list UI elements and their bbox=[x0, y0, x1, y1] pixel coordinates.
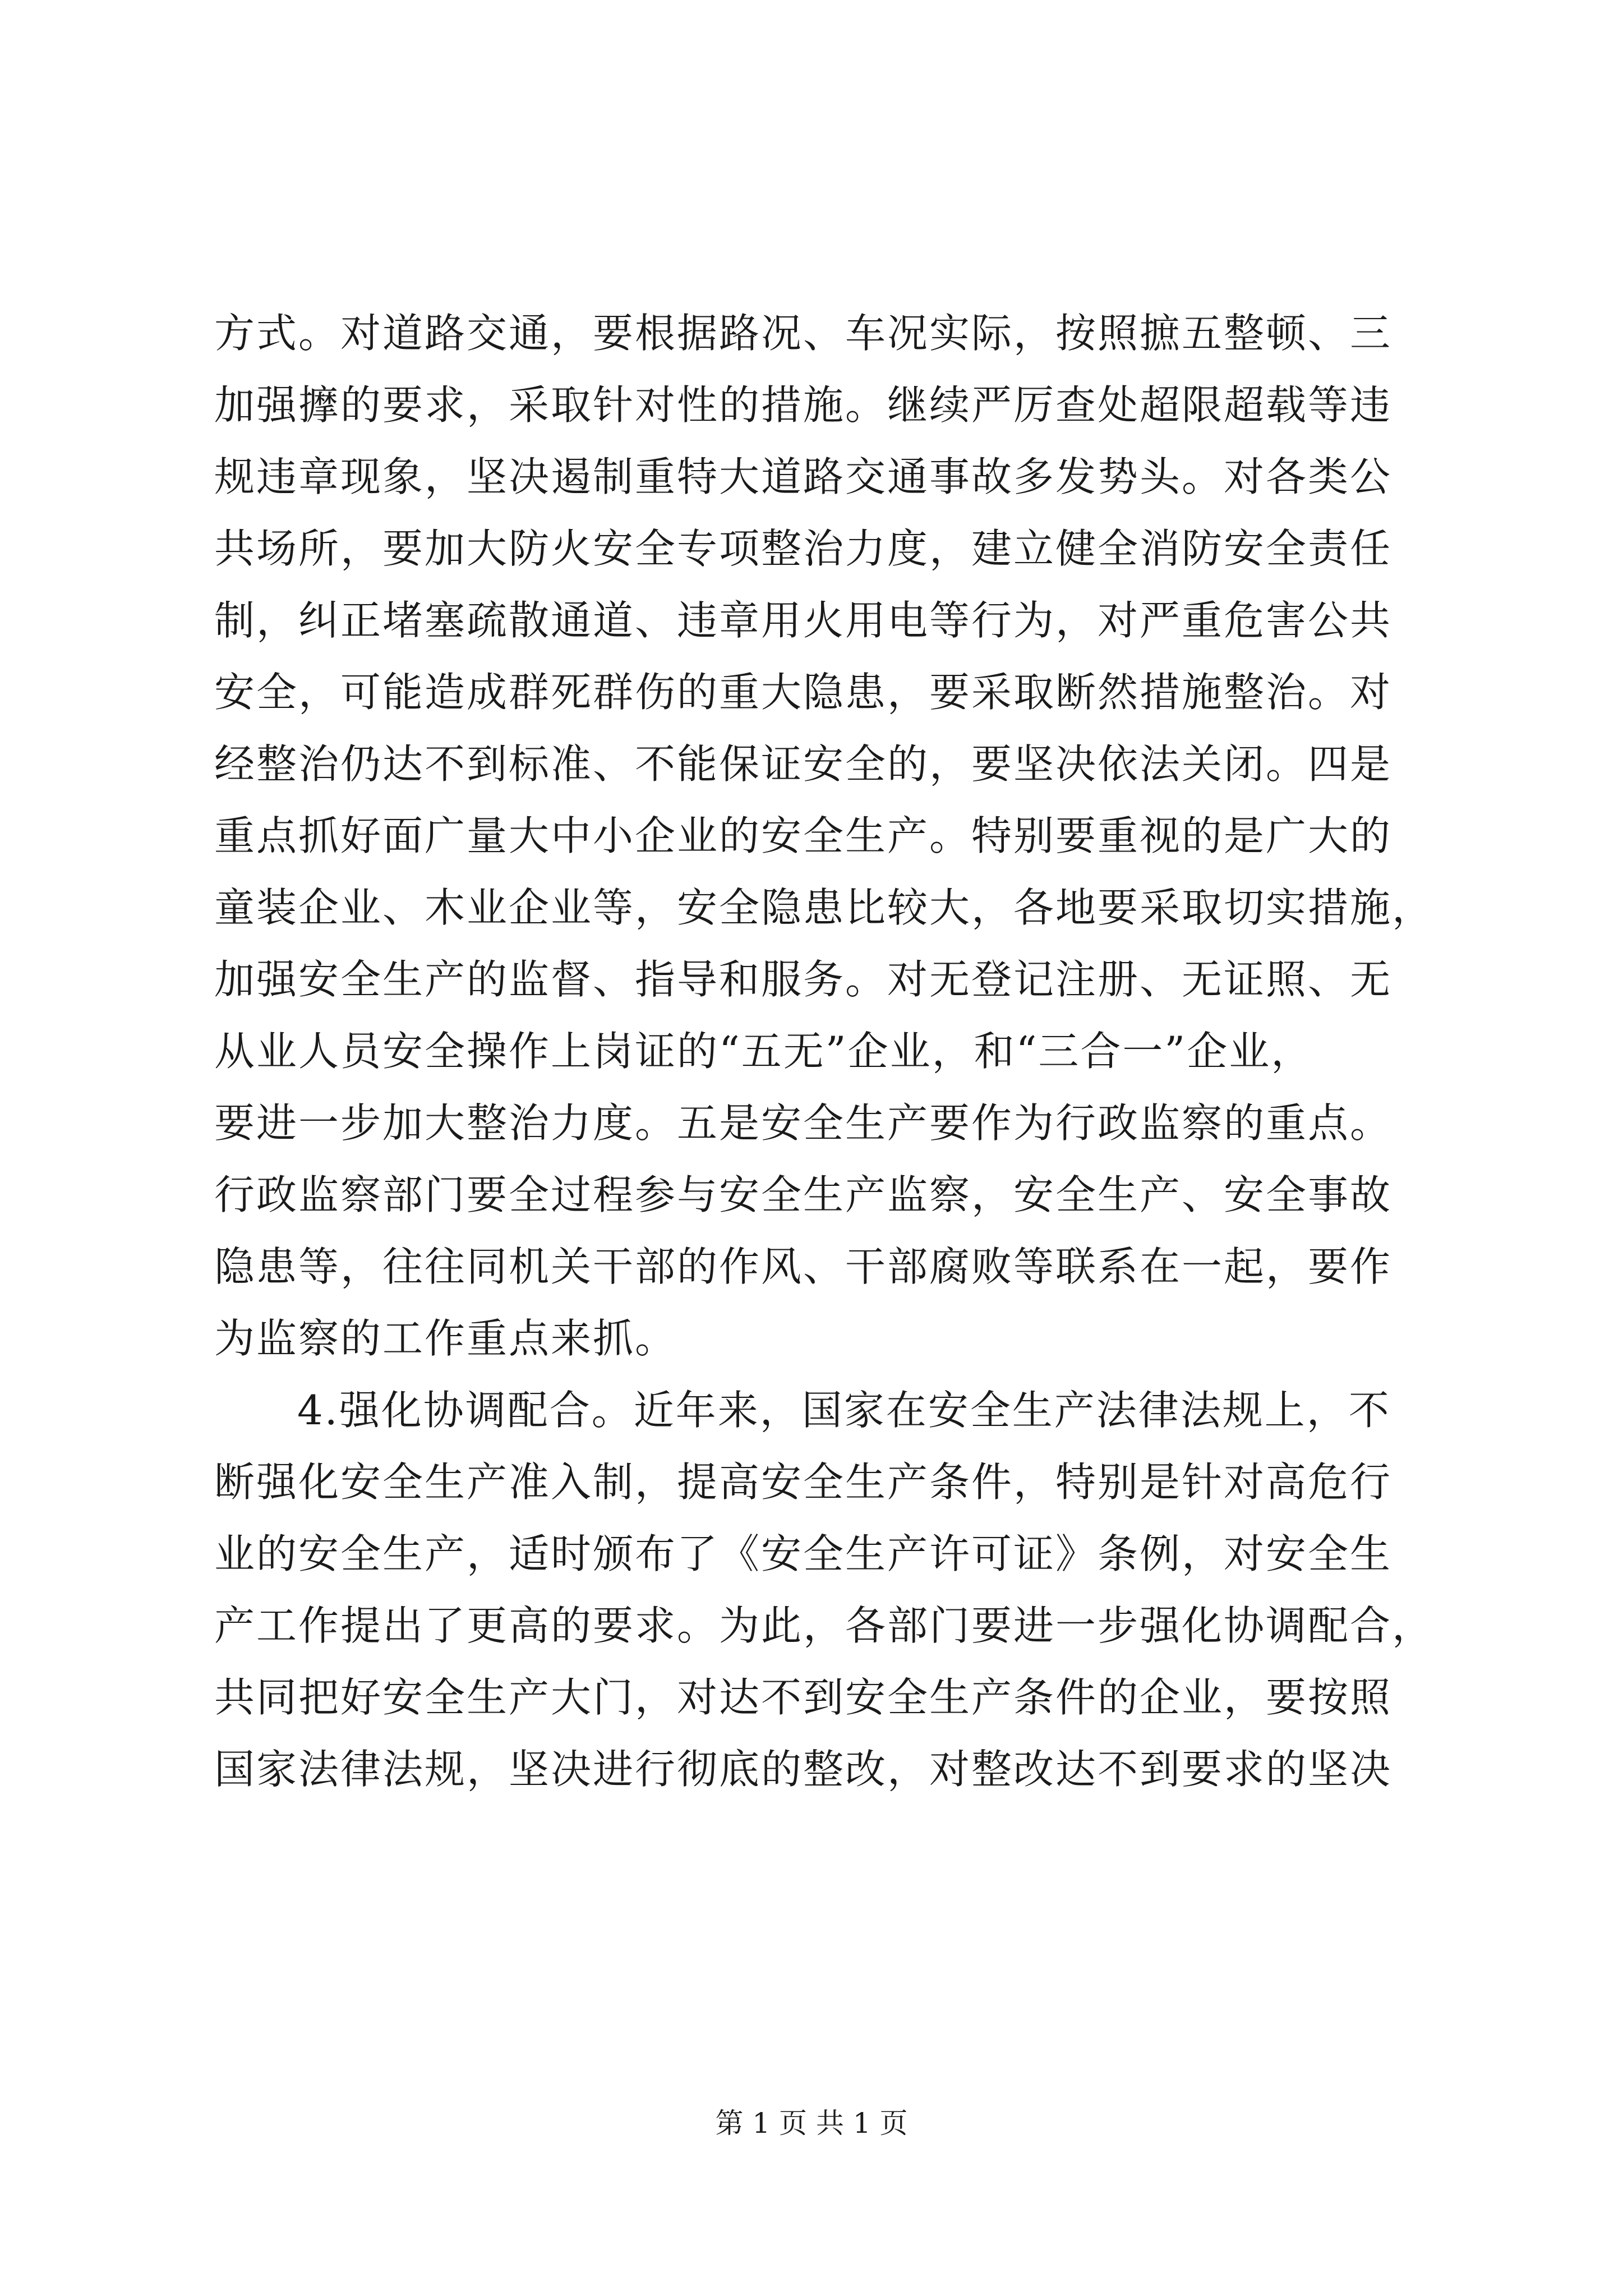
text-line: 国家法律法规，坚决进行彻底的整改，对整改达不到要求的坚决 bbox=[214, 1746, 1393, 1793]
text-line: 从业人员安全操作上岗证的“五无”企业，和“三合一”企业， bbox=[214, 1028, 1313, 1075]
text-line: 制，纠正堵塞疏散通道、违章用火用电等行为，对严重危害公共 bbox=[214, 597, 1393, 644]
text-line: 方式。对道路交通，要根据路况、车况实际，按照摭五整顿、三 bbox=[214, 310, 1393, 357]
text-line: 安全，可能造成群死群伤的重大隐患，要采取断然措施整治。对 bbox=[214, 669, 1393, 716]
text-line: 重点抓好面广量大中小企业的安全生产。特别要重视的是广大的 bbox=[214, 812, 1393, 859]
text-line: 业的安全生产，适时颁布了《安全生产许可证》条例，对安全生 bbox=[214, 1530, 1393, 1577]
text-line: 规违章现象，坚决遏制重特大道路交通事故多发势头。对各类公 bbox=[214, 453, 1393, 500]
text-line: 断强化安全生产准入制，提高安全生产条件，特别是针对高危行 bbox=[214, 1458, 1393, 1506]
text-line: 要进一步加大整治力度。五是安全生产要作为行政监察的重点。 bbox=[214, 1099, 1393, 1147]
document-body bbox=[214, 297, 1435, 1805]
text-line: 行政监察部门要全过程参与安全生产监察，安全生产、安全事故 bbox=[214, 1171, 1393, 1218]
page-number-label: 第 1 页 共 1 页 bbox=[715, 2107, 908, 2139]
text-line: 加强安全生产的监督、指导和服务。对无登记注册、无证照、无 bbox=[214, 956, 1393, 1003]
text-line: 产工作提出了更高的要求。为此，各部门要进一步强化协调配合， bbox=[214, 1602, 1435, 1649]
text-line: 童装企业、木业企业等，安全隐患比较大，各地要采取切实措施， bbox=[214, 884, 1435, 931]
text-line: 共场所，要加大防火安全专项整治力度，建立健全消防安全责任 bbox=[214, 525, 1393, 572]
text-line: 经整治仍达不到标准、不能保证安全的，要坚决依法关闭。四是 bbox=[214, 740, 1393, 788]
text-line: 为监察的工作重点来抓。 bbox=[214, 1315, 677, 1362]
paragraph-first-line: 4.强化协调配合。近年来，国家在安全生产法律法规上，不 bbox=[297, 1387, 1391, 1434]
text-line: 共同把好安全生产大门，对达不到安全生产条件的企业，要按照 bbox=[214, 1674, 1393, 1721]
page-footer bbox=[0, 2104, 1623, 2143]
text-line: 隐患等，往往同机关干部的作风、干部腐败等联系在一起，要作 bbox=[214, 1243, 1393, 1290]
text-line: 加强擵的要求，采取针对性的措施。继续严厉查处超限超载等违 bbox=[214, 381, 1393, 429]
